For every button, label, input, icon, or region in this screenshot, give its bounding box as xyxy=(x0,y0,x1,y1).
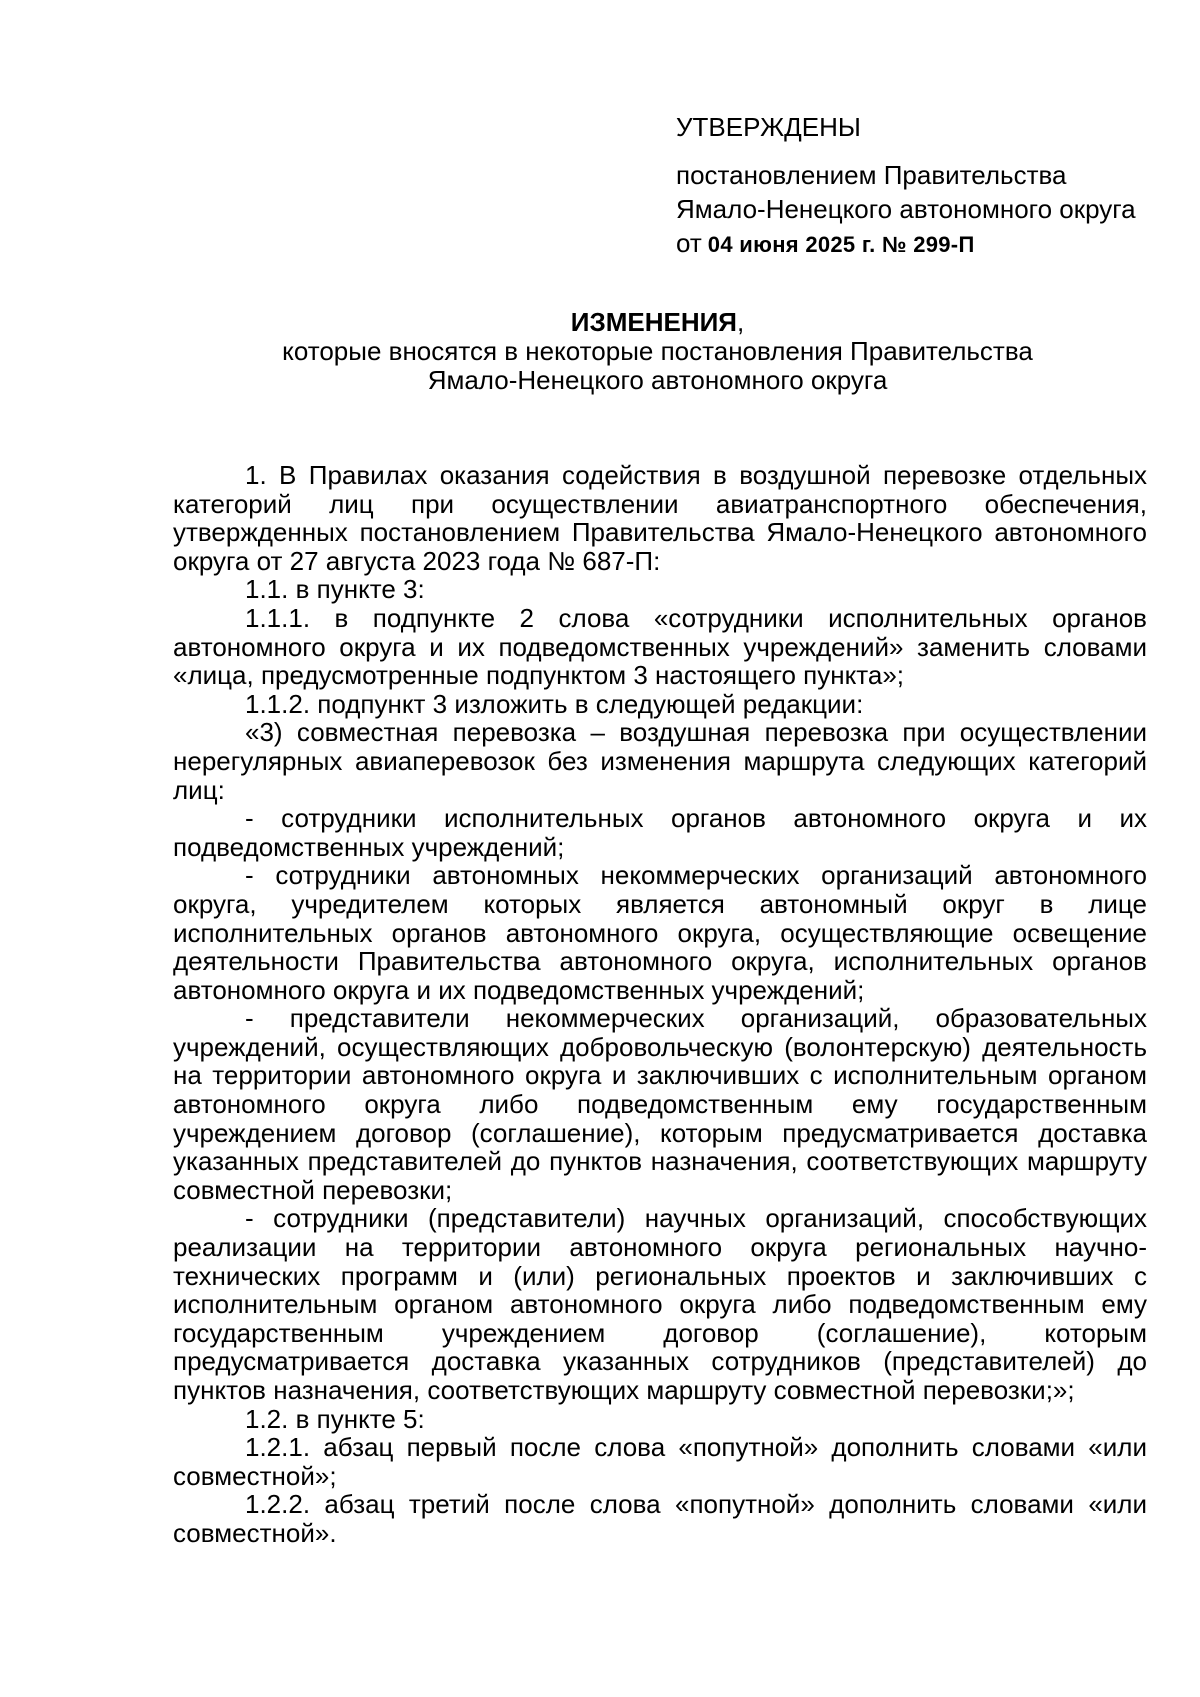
approval-stamp: УТВЕРЖДЕНЫ xyxy=(676,112,861,142)
paragraph: «3) совместная перевозка – воздушная перевозка при осуществлении нерегулярных авиаперевозок без изменения маршрута следующих категорий лиц: xyxy=(173,717,1147,805)
paragraph: - сотрудники (представители) научных организаций, способствующих реализации на территории автономного округа региональных научно-технических программ и (или) региональных проектов и заключивших с исполнительным органом автономного округа либо подведомственным ему государственным учреждением договор (соглашение), которым предусматривается доставка указанных сотрудников (представителей) до пунктов назначения, соответствующих маршруту совместной перевозки;»; xyxy=(173,1203,1147,1405)
document-title xyxy=(170,308,1145,395)
paragraph: - сотрудники автономных некоммерческих организаций автономного округа, учредителем которых является автономный округ в лице исполнительных органов автономного округа, осуществляющие освещение деятельности Правительства автономного округа, исполнительных органов автономного округа и их подведомственных учреждений; xyxy=(173,860,1147,1005)
title-line-2: Ямало-Ненецкого автономного округа xyxy=(427,365,888,395)
approval-line-2: Ямало-Ненецкого автономного округа xyxy=(676,194,1136,224)
paragraph: 1.1.1. в подпункте 2 слова «сотрудники исполнительных органов автономного округа и их подведомственных учреждений» заменить словами «лица, предусмотренные подпунктом 3 настоящего пункта»; xyxy=(173,602,1147,691)
paragraph: - сотрудники исполнительных органов автономного округа и их подведомственных учреждений; xyxy=(173,803,1147,862)
approval-date-line xyxy=(676,226,1136,262)
paragraph: 1.1.2. подпункт 3 изложить в следующей редакции: xyxy=(245,688,864,719)
title-heading: ИЗМЕНЕНИЯ xyxy=(570,307,737,337)
approval-block xyxy=(676,110,1136,262)
paragraph: 1.2.1. абзац первый после слова «попутной» дополнить словами «или совместной»; xyxy=(173,1432,1147,1491)
paragraph: - представители некоммерческих организаций, образовательных учреждений, осуществляющих добровольческую (волонтерскую) деятельность на территории автономного округа и заключивших с исполнительным органом автономного округа либо подведомственным ему государственным учреждением договор (соглашение), которым предусматривается доставка указанных представителей до пунктов назначения, соответствующих маршруту совместной перевозки; xyxy=(173,1003,1147,1205)
paragraph: 1.2.2. абзац третий после слова «попутной» дополнить словами «или совместной». xyxy=(173,1489,1147,1548)
document-body xyxy=(173,461,1147,1548)
paragraph: 1.1. в пункте 3: xyxy=(245,574,425,605)
title-line-1: которые вносятся в некоторые постановления Правительства xyxy=(282,336,1033,366)
approval-from-label: от xyxy=(676,228,702,258)
approval-line-1: постановлением Правительства xyxy=(676,160,1067,190)
title-heading-comma: , xyxy=(737,307,745,337)
title-heading-line xyxy=(170,308,1145,337)
decree-number: 04 июня 2025 г. № 299-П xyxy=(707,232,975,257)
paragraph: 1. В Правилах оказания содействия в воздушной перевозке отдельных категорий лиц при осуществлении авиатранспортного обеспечения, утвержденных постановлением Правительства Ямало-Ненецкого автономного округа от 27 августа 2023 года № 687-П: xyxy=(173,460,1147,576)
paragraph: 1.2. в пункте 5: xyxy=(245,1403,425,1434)
